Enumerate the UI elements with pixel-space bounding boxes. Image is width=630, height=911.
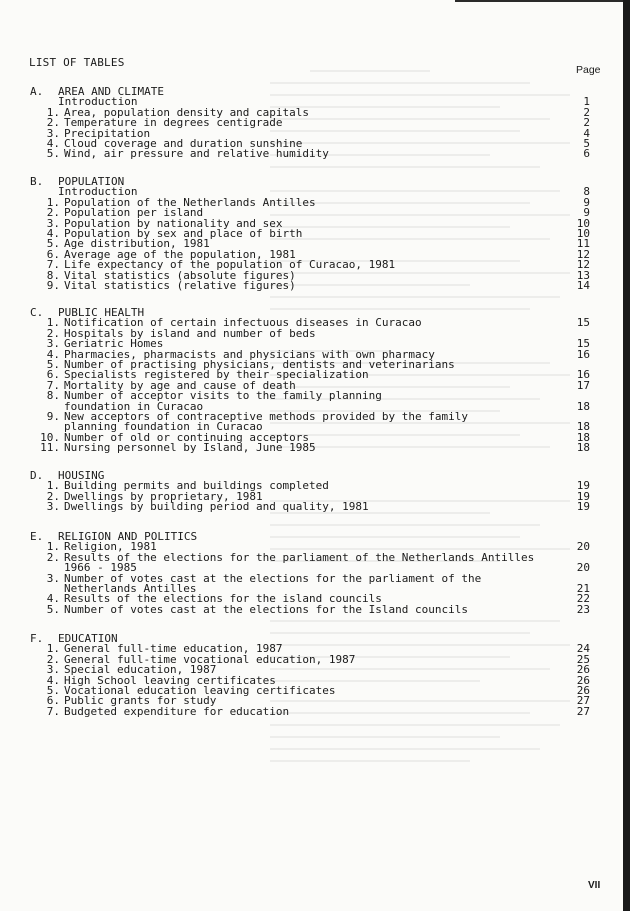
toc-label: Hospitals by island and number of beds [64, 326, 316, 340]
page-title: LIST OF TABLES [29, 56, 125, 69]
toc-num: 5. [46, 237, 60, 251]
toc-num: 4. [46, 226, 60, 240]
toc-num: 2. [46, 116, 60, 130]
toc-label: Introduction [58, 95, 138, 109]
section-e [30, 532, 590, 615]
toc-label: Life expectancy of the population of Curacao, 1981 [64, 258, 396, 272]
toc-label: Budgeted expenditure for education [64, 704, 290, 718]
toc-label: Building permits and buildings completed [64, 479, 329, 493]
toc-page: 26 [576, 673, 590, 687]
toc-row [30, 443, 590, 453]
toc-page: 17 [576, 378, 590, 392]
toc-label: Results of the elections for the parliament of the Netherlands Antilles [64, 550, 535, 564]
toc-page: 2 [583, 105, 590, 119]
section-letter: D. [30, 469, 44, 482]
section-c [30, 308, 590, 453]
toc-num: 2. [46, 206, 60, 220]
toc-label: planning foundation in Curacao [64, 420, 263, 434]
toc-label: 1966 - 1985 [64, 561, 137, 575]
toc-label: General full-time education, 1987 [64, 642, 283, 656]
section-letter: E. [30, 530, 44, 543]
toc-row [30, 278, 590, 292]
toc-label: Religion, 1981 [64, 540, 157, 554]
toc-num: 1. [46, 316, 60, 330]
toc-num: 6. [46, 247, 60, 261]
toc-num: 7. [46, 378, 60, 392]
toc-page: 20 [576, 540, 590, 554]
toc-label: Pharmacies, pharmacists and physicians with own pharmacy [64, 347, 435, 361]
toc-num: 11. [40, 441, 60, 455]
toc-label: Results of the elections for the island councils [64, 592, 382, 606]
toc-num: 3. [46, 126, 60, 140]
toc-page: 1 [583, 95, 590, 109]
toc-page: 9 [583, 195, 590, 209]
toc-page: 15 [576, 316, 590, 330]
toc-num: 7. [46, 704, 60, 718]
toc-page: 9 [583, 206, 590, 220]
toc-label: Vital statistics (absolute figures) [64, 268, 296, 282]
toc-num: 2. [46, 489, 60, 503]
toc-num: 1. [46, 195, 60, 209]
toc-num: 1. [46, 479, 60, 493]
toc-num: 6. [46, 368, 60, 382]
toc-page: 16 [576, 347, 590, 361]
toc-num: 3. [46, 337, 60, 351]
toc-num: 9. [46, 409, 60, 423]
toc-num: 5. [46, 147, 60, 161]
toc-label: New acceptors of contraceptive methods provided by the family [64, 409, 468, 423]
toc-page: 2 [583, 116, 590, 130]
toc-label: Public grants for study [64, 694, 217, 708]
section-name: PUBLIC HEALTH [58, 306, 145, 319]
toc-label: Number of votes cast at the elections for the Island councils [64, 602, 468, 616]
toc-page: 12 [576, 247, 590, 261]
toc-label: Dwellings by building period and quality, 1981 [64, 500, 369, 514]
toc-label: Vocational education leaving certificates [64, 683, 336, 697]
toc-page: 18 [576, 399, 590, 413]
toc-label: Precipitation [64, 126, 151, 140]
toc-page: 18 [576, 430, 590, 444]
section-letter: F. [30, 632, 44, 645]
toc-num: 5. [46, 602, 60, 616]
toc-label: Netherlands Antilles [64, 581, 197, 595]
section-letter: B. [30, 175, 44, 188]
scan-edge-right [623, 0, 630, 911]
toc-num: 4. [46, 592, 60, 606]
toc-num: 3. [46, 500, 60, 514]
toc-page: 16 [576, 368, 590, 382]
toc-label: foundation in Curacao [64, 399, 204, 413]
toc-num: 1. [46, 105, 60, 119]
toc-label: General full-time vocational education, 1987 [64, 652, 356, 666]
toc-num: 6. [46, 694, 60, 708]
toc-num: 2. [46, 550, 60, 564]
section-d [30, 471, 590, 513]
toc-label: Geriatric Homes [64, 337, 164, 351]
toc-page: 27 [576, 704, 590, 718]
toc-label: Area, population density and capitals [64, 105, 310, 119]
toc-row [30, 149, 590, 159]
toc-label: Population by sex and place of birth [64, 226, 303, 240]
section-name: HOUSING [58, 469, 105, 482]
toc-num: 5. [46, 683, 60, 697]
toc-num: 1. [46, 540, 60, 554]
toc-label: Population by nationality and sex [64, 216, 283, 230]
toc-label: Population per island [64, 206, 204, 220]
toc-page: 10 [576, 216, 590, 230]
toc-label: Average age of the population, 1981 [64, 247, 296, 261]
toc-page: 4 [583, 126, 590, 140]
toc-label: Temperature in degrees centigrade [64, 116, 283, 130]
toc-label: Introduction [58, 185, 138, 199]
toc-num: 4. [46, 673, 60, 687]
toc-num: 8. [46, 389, 60, 403]
toc-page: 14 [576, 278, 590, 292]
toc-num: 4. [46, 347, 60, 361]
toc-label: Population of the Netherlands Antilles [64, 195, 316, 209]
section-letter: C. [30, 306, 44, 319]
toc-page: 19 [576, 479, 590, 493]
toc-label: Number of votes cast at the elections for the parliament of the [64, 571, 482, 585]
toc-num: 1. [46, 642, 60, 656]
toc-label: Dwellings by proprietary, 1981 [64, 489, 263, 503]
toc-label: Specialists registered by their specialization [64, 368, 369, 382]
toc-page: 18 [576, 420, 590, 434]
toc-label: Number of acceptor visits to the family planning [64, 389, 382, 403]
section-b [30, 177, 590, 291]
toc-page: 13 [576, 268, 590, 282]
toc-page: 18 [576, 441, 590, 455]
toc-label: Age distribution, 1981 [64, 237, 210, 251]
toc-page: 20 [576, 561, 590, 575]
section-name: RELIGION AND POLITICS [58, 530, 198, 543]
toc-page: 11 [576, 237, 590, 251]
toc-row [30, 502, 590, 512]
toc-label: High School leaving certificates [64, 673, 276, 687]
page-column-header: Page [576, 64, 601, 76]
toc-page: 19 [576, 500, 590, 514]
toc-num: 2. [46, 652, 60, 666]
toc-num: 3. [46, 216, 60, 230]
toc-page: 26 [576, 663, 590, 677]
toc-page: 27 [576, 694, 590, 708]
toc-label: Notification of certain infectuous diseases in Curacao [64, 316, 422, 330]
page-number-footer: VII [588, 880, 601, 891]
toc-page: 22 [576, 592, 590, 606]
toc-num: 7. [46, 258, 60, 272]
toc-label: Number of practising physicians, dentists and veterinarians [64, 357, 455, 371]
toc-page: 5 [583, 136, 590, 150]
toc-page: 10 [576, 226, 590, 240]
toc-label: Mortality by age and cause of death [64, 378, 296, 392]
toc-num: 8. [46, 268, 60, 282]
toc-page: 6 [583, 147, 590, 161]
toc-num: 3. [46, 663, 60, 677]
section-a [30, 87, 590, 160]
toc-page: 15 [576, 337, 590, 351]
toc-row [30, 602, 590, 616]
section-letter: A. [30, 85, 44, 98]
toc-num: 2. [46, 326, 60, 340]
toc-page: 8 [583, 185, 590, 199]
toc-label: Vital statistics (relative figures) [64, 278, 296, 292]
toc-page: 25 [576, 652, 590, 666]
toc-page: 26 [576, 683, 590, 697]
section-name: AREA AND CLIMATE [58, 85, 164, 98]
toc-page: 23 [576, 602, 590, 616]
toc-label: Wind, air pressure and relative humidity [64, 147, 329, 161]
toc-row [30, 704, 590, 718]
toc-label: Number of old or continuing acceptors [64, 430, 310, 444]
toc-num: 10. [40, 430, 60, 444]
toc-num: 4. [46, 136, 60, 150]
toc-num: 9. [46, 278, 60, 292]
toc-page: 12 [576, 258, 590, 272]
toc-num: 3. [46, 571, 60, 585]
section-f [30, 634, 590, 717]
toc-page: 19 [576, 489, 590, 503]
toc-label: Cloud coverage and duration sunshine [64, 136, 303, 150]
section-name: EDUCATION [58, 632, 118, 645]
section-name: POPULATION [58, 175, 125, 188]
toc-label: Nursing personnel by Island, June 1985 [64, 441, 316, 455]
toc-page: 21 [576, 581, 590, 595]
toc-num: 5. [46, 357, 60, 371]
scan-edge-top [455, 0, 630, 2]
toc-page: 24 [576, 642, 590, 656]
toc-label: Special education, 1987 [64, 663, 217, 677]
